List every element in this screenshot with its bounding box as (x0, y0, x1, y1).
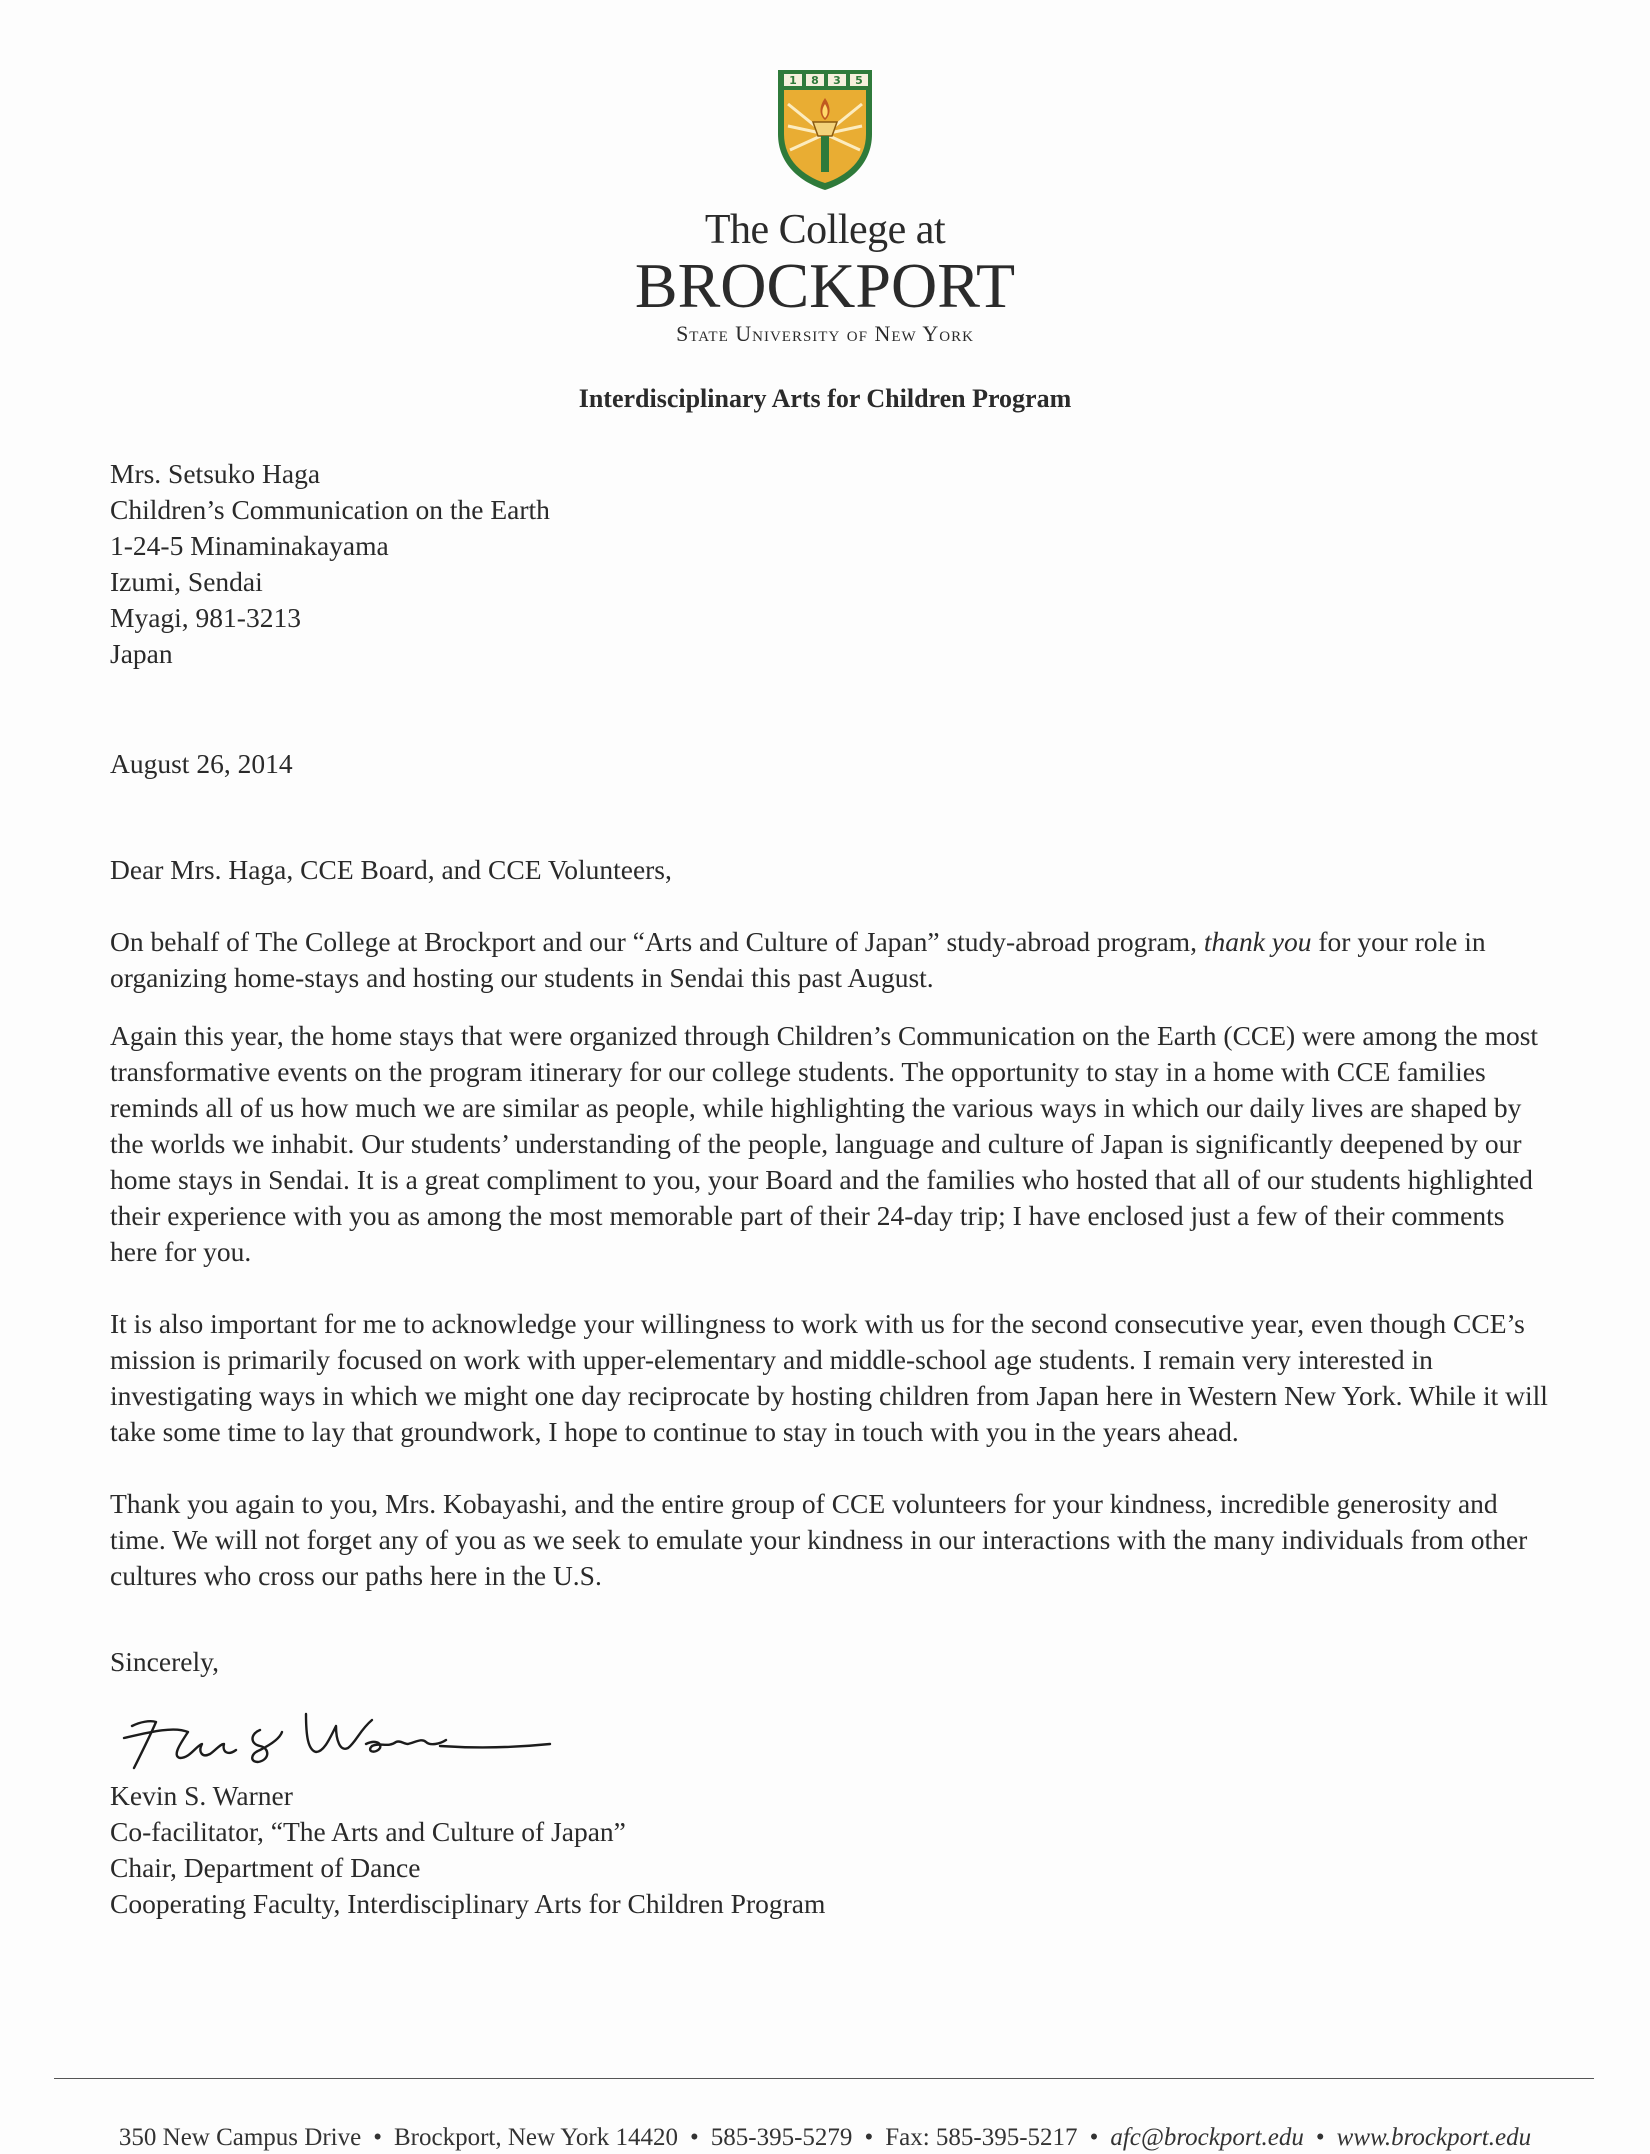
recipient-organization: Children’s Communication on the Earth (110, 494, 550, 525)
footer-separator: • (1089, 2124, 1099, 2151)
letterhead (0, 64, 1650, 414)
footer-separator: • (373, 2124, 382, 2151)
signer-title-3: Cooperating Faculty, Interdisciplinary Arts for Children Program (110, 1888, 826, 1919)
signature-block (110, 1778, 1550, 1922)
closing: Sincerely, (110, 1646, 219, 1677)
footer-separator: • (864, 2124, 874, 2151)
crest-year-digit: 8 (811, 74, 819, 87)
footer (0, 2124, 1650, 2152)
salutation: Dear Mrs. Haga, CCE Board, and CCE Volunteers, (110, 854, 672, 885)
signer-title-1: Co-facilitator, “The Arts and Culture of Japan” (110, 1816, 626, 1847)
paragraph-1-start: On behalf of The College at Brockport and our “Arts and Culture of Japan” study-abroad program, (110, 926, 1204, 957)
footer-fax: Fax: 585-395-5217 (885, 2124, 1078, 2151)
recipient-name: Mrs. Setsuko Haga (110, 458, 321, 489)
signer-name: Kevin S. Warner (110, 1780, 293, 1811)
footer-separator: • (690, 2124, 699, 2151)
paragraph-2: Again this year, the home stays that were organized through Children’s Communication on the Earth (CCE) were among the most transformative events on the program itinerary for our college students. The opportunity to stay in a home with CCE families reminds all of us how much we are similar as people, while highlighting the various ways in which our daily lives are shaped by the worlds we inhabit. Our students’ understanding of the people, language and culture of Japan is significantly deepened by our home stays in Sendai. It is a great compliment to you, your Board and the families who hosted that all of our students highlighted their experience with you as among the most memorable part of their 24-day trip; I have enclosed just a few of their comments here for you. (110, 1020, 1539, 1267)
handwritten-signature (110, 1686, 580, 1778)
signer-title-2: Chair, Department of Dance (110, 1852, 421, 1883)
paragraph-1 (110, 924, 1550, 996)
footer-email-link[interactable]: afc@brockport.edu (1110, 2124, 1304, 2151)
crest-year-digit: 3 (833, 74, 841, 87)
university-line: State University of New York (676, 321, 974, 346)
paragraph-3: It is also important for me to acknowledge your willingness to work with us for the second consecutive year, even though CCE’s mission is primarily focused on work with upper-elementary and middle-school age students. I remain very interested in investigating ways in which we might one day reciprocate by hosting children from Japan here in Western New York. While it will take some time to lay that groundwork, I hope to continue to stay in touch with you in the years ahead. (110, 1308, 1548, 1447)
paragraph-4: Thank you again to you, Mrs. Kobayashi, and the entire group of CCE volunteers for your kindness, incredible generosity and time. We will not forget any of you as we seek to emulate your kindness in our interactions with the many individuals from other cultures who cross our paths here in the U.S. (110, 1488, 1528, 1591)
footer-address: 350 New Campus Drive (118, 2124, 362, 2151)
footer-phone: 585-395-5279 (710, 2124, 853, 2151)
college-line: The College at (704, 207, 946, 253)
recipient-street: 1-24-5 Minaminakayama (110, 530, 389, 561)
recipient-prefecture: Myagi, 981-3213 (110, 602, 301, 633)
footer-divider (54, 2078, 1594, 2079)
recipient-country: Japan (110, 638, 173, 669)
paragraph-1-end: for your role in organizing home-stays and hosting our students in Sendai this past August. (110, 926, 1486, 993)
footer-city: Brockport, New York 14420 (393, 2124, 679, 2151)
letter-body (110, 456, 1550, 1922)
college-crest-logo (770, 64, 880, 194)
crest-year-digit: 1 (789, 74, 797, 87)
recipient-address (110, 456, 1550, 672)
footer-website-link[interactable]: www.brockport.edu (1336, 2124, 1532, 2151)
recipient-city: Izumi, Sendai (110, 566, 263, 597)
crest-year-digit: 5 (855, 74, 863, 87)
footer-separator: • (1315, 2124, 1325, 2151)
program-name: Interdisciplinary Arts for Children Program (578, 384, 1072, 413)
letter-date: August 26, 2014 (110, 748, 293, 779)
paragraph-1-emphasis: thank you (1203, 926, 1312, 957)
college-wordmark: BROCKPORT (634, 250, 1016, 321)
